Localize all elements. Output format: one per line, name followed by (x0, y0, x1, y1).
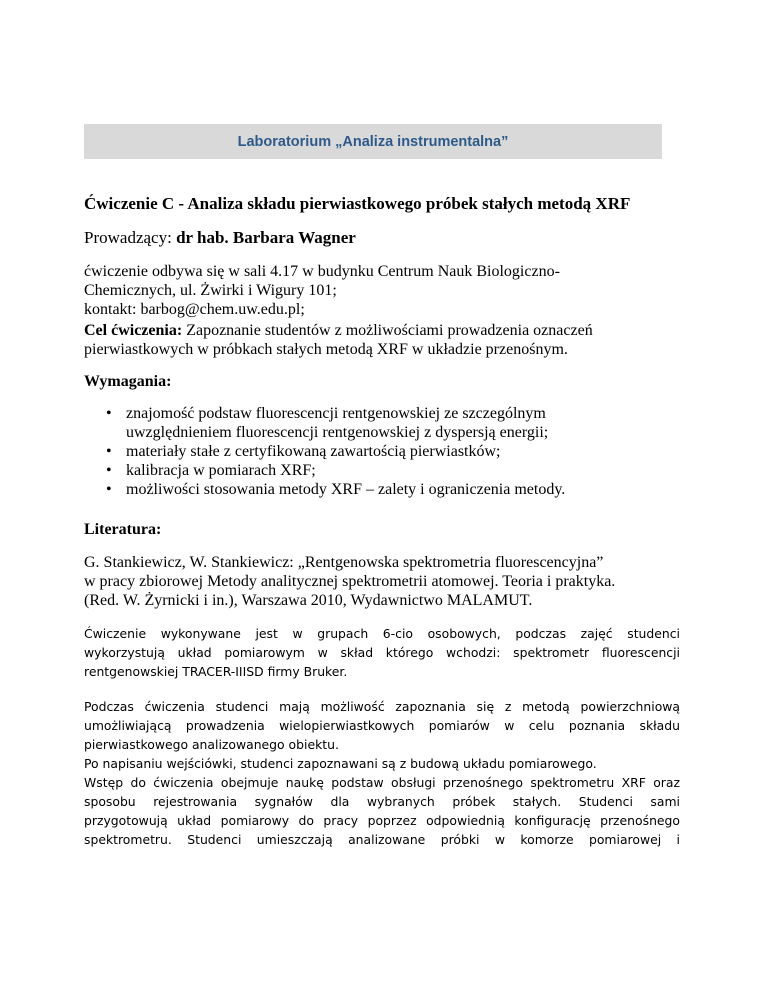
location-info (84, 262, 684, 319)
citation-line-3: (Red. W. Żyrnicki i in.), Warszawa 2010, Wydawnictwo MALAMUT. (84, 592, 533, 609)
literature-citation (84, 553, 684, 610)
location-line-2: Chemicznych, ul. Żwirki i Wigury 101; (84, 282, 337, 299)
list-item (84, 442, 684, 461)
paragraph-group-composition (84, 624, 680, 681)
bullet-icon: • (106, 405, 112, 422)
citation-line-2: w pracy zbiorowej Metody analitycznej spektrometrii atomowej. Teoria i praktyka. (84, 573, 616, 590)
goal-line-2: pierwiastkowych w próbkach stałych metodą XRF w układzie przenośnym. (84, 341, 568, 358)
paragraph-line: sposobu rejestrowania sygnałów dla wybranych próbek stałych. Studenci sami (84, 794, 680, 809)
paragraph-line: pierwiastkowego analizowanego obiektu. (84, 737, 339, 752)
requirements-list (84, 404, 684, 499)
list-item-text: kalibracja w pomiarach XRF; (126, 462, 316, 479)
citation-line-1: G. Stankiewicz, W. Stankiewicz: „Rentgenowska spektrometria fluorescencyjna” (84, 554, 604, 571)
goal-label: Cel ćwiczenia: (84, 322, 183, 339)
list-item-text: materiały stałe z certyfikowaną zawartością pierwiastków; (126, 443, 501, 460)
bullet-icon: • (106, 481, 112, 498)
literature-heading: Literatura: (84, 521, 162, 538)
paragraph-line: rentgenowskiej TRACER-IIISD firmy Bruker. (84, 664, 348, 679)
paragraph-line: przygotowują układ pomiarowy do pracy poprzez odpowiednią konfigurację przenośnego (84, 813, 680, 828)
list-item (84, 461, 684, 480)
list-item-text: uwzględnieniem fluorescencji rentgenowskiej z dyspersją energii; (126, 424, 549, 441)
location-line-1: ćwiczenie odbywa się w sali 4.17 w budynku Centrum Nauk Biologiczno- (84, 263, 560, 280)
bullet-icon: • (106, 462, 112, 479)
paragraph-line: Podczas ćwiczenia studenci mają możliwość zapoznania się z metodą powierzchniową (84, 699, 680, 714)
list-item-text: znajomość podstaw fluorescencji rentgenowskiej ze szczególnym (126, 405, 546, 422)
requirements-heading: Wymagania: (84, 373, 172, 390)
instructor-line (84, 228, 684, 247)
exercise-title: Ćwiczenie C - Analiza składu pierwiastkowego próbek stałych metodą XRF (84, 194, 631, 213)
paragraph-exercise-description (84, 697, 680, 849)
instructor-label: Prowadzący: (84, 228, 177, 247)
bullet-icon: • (106, 443, 112, 460)
list-item-text: możliwości stosowania metody XRF – zalety i ograniczenia metody. (126, 481, 566, 498)
paragraph-line: Ćwiczenie wykonywane jest w grupach 6-cio osobowych, podczas zajęć studenci (84, 626, 680, 641)
paragraph-line: Po napisaniu wejściówki, studenci zapoznawani są z budową układu pomiarowego. (84, 756, 597, 771)
goal-line-1 (84, 321, 684, 340)
contact-line: kontakt: barbog@chem.uw.edu.pl; (84, 301, 305, 318)
goal-section (84, 321, 684, 359)
list-item (84, 480, 684, 499)
paragraph-line: Wstęp do ćwiczenia obejmuje naukę podstaw obsługi przenośnego spektrometru XRF oraz (84, 775, 680, 790)
header-title: Laboratorium „Analiza instrumentalna” (237, 133, 509, 150)
paragraph-line: umożliwiającą prowadzenia wielopierwiastkowych pomiarów w celu poznania składu (84, 718, 680, 733)
paragraph-line: spektrometru. Studenci umieszczają analizowane próbki w komorze pomiarowej i (84, 832, 680, 847)
header-bar (84, 124, 662, 159)
instructor-name: dr hab. Barbara Wagner (176, 228, 356, 247)
list-item (84, 404, 684, 442)
goal-text: Zapoznanie studentów z możliwościami prowadzenia oznaczeń (182, 322, 593, 339)
paragraph-line: wykorzystują układ pomiarowym w skład którego wchodzi: spektrometr fluorescencji (84, 645, 680, 660)
